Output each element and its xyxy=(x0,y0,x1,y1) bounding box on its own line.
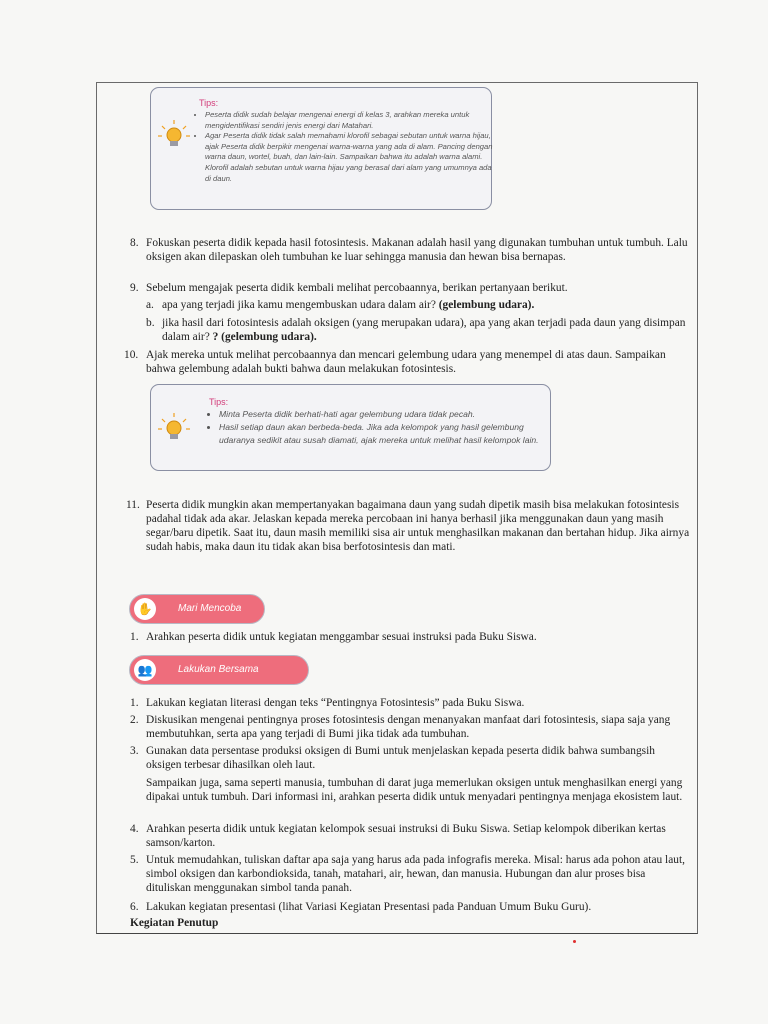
banner-label: Mari Mencoba xyxy=(178,603,242,614)
people-icon: 👥 xyxy=(134,659,156,681)
tip-bullet: • Peserta didik sudah belajar mengenai energi di kelas 3, arahkan mereka untuk mengidentifikasi sendiri jenis energi dari Matahari. xyxy=(205,110,497,131)
tip-bullet: • Hasil setiap daun akan berbeda-beda. Jika ada kelompok yang hasil gelembung udaranya sedikit atau susah diamati, ajak mereka untuk melihat hasil kelompok lain. xyxy=(219,421,555,447)
hands-icon: ✋ xyxy=(134,598,156,620)
tip-bullet: • Minta Peserta didik berhati-hati agar gelembung udara tidak pecah. xyxy=(219,408,555,421)
lightbulb-icon xyxy=(157,411,191,445)
scan-mark xyxy=(573,940,576,943)
tips-list xyxy=(205,408,555,447)
tips-title: Tips: xyxy=(199,98,219,108)
section-heading: Kegiatan Penutup xyxy=(130,917,219,929)
lightbulb-icon xyxy=(157,118,191,152)
tips-list xyxy=(191,110,497,184)
mari-mencoba-banner xyxy=(129,594,265,624)
banner-label: Lakukan Bersama xyxy=(178,664,259,675)
tips-box-1 xyxy=(150,87,492,210)
tips-title: Tips: xyxy=(209,397,229,407)
tip-bullet: • Agar Peserta didik tidak salah memahami klorofil sebagai sebutan untuk warna hijau, ajak Peserta didik berpikir mengenai warna-warna yang ada di alam. Pancing dengan warna daun, wortel, buah, dan lain-lain. Sampaikan bahwa itu adalah warna alami. Klorofil adalah sebutan untuk warna hijau yang berasal dari alam yang umumnya ada di daun. xyxy=(205,131,497,184)
lakukan-bersama-banner xyxy=(129,655,309,685)
tips-box-2 xyxy=(150,384,551,471)
